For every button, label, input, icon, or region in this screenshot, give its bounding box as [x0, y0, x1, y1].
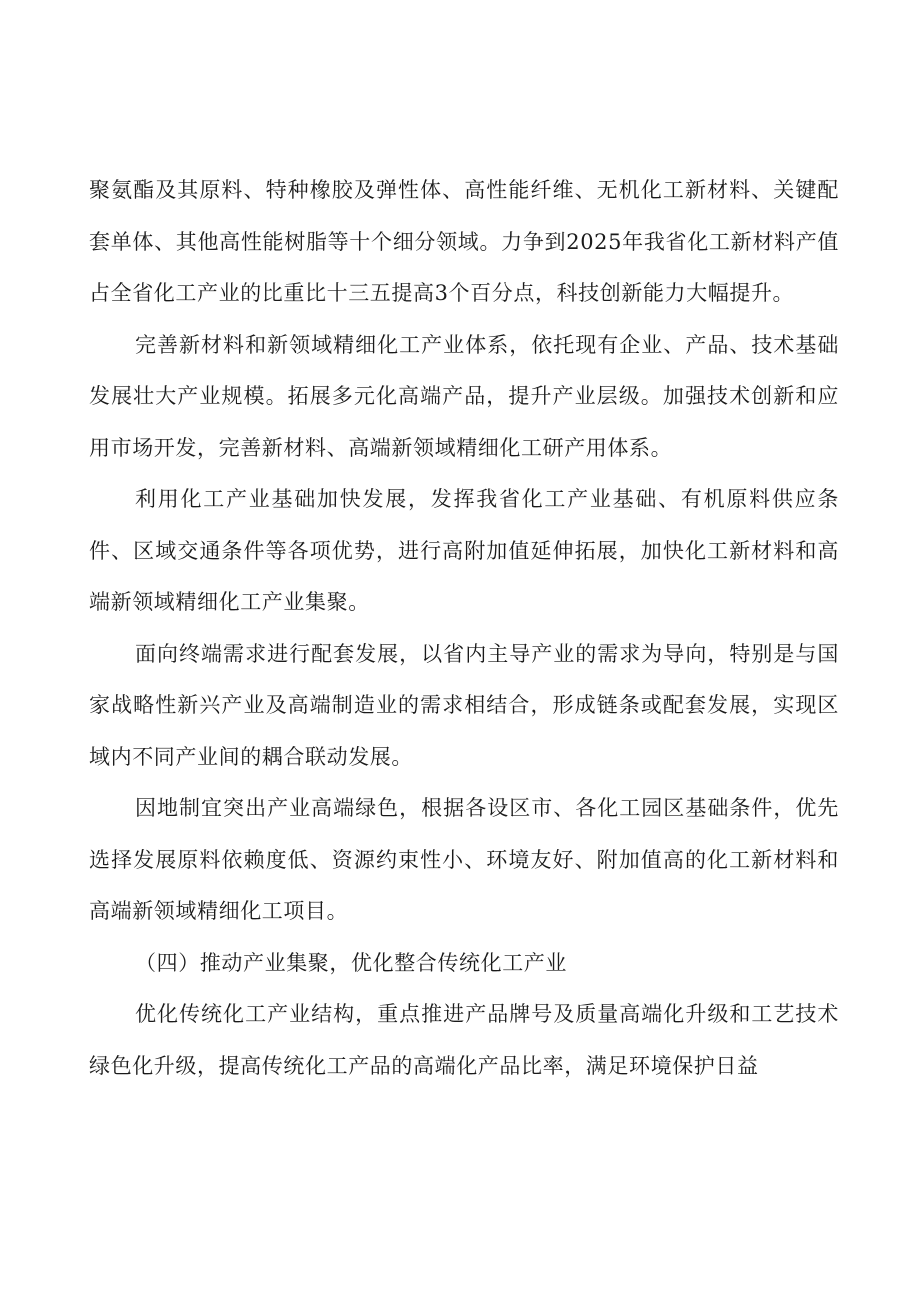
- paragraph: 完善新材料和新领域精细化工产业体系，依托现有企业、产品、技术基础发展壮大产业规模。拓展多元化高端产品，提升产业层级。加强技术创新和应用市场开发，完善新材料、高端新领域精细化工研产用体系。: [89, 332, 839, 460]
- paragraph: 利用化工产业基础加快发展，发挥我省化工产业基础、有机原料供应条件、区域交通条件等各项优势，进行高附加值延伸拓展，加快化工新材料和高端新领域精细化工产业集聚。: [89, 487, 839, 614]
- paragraph: 因地制宜突出产业高端绿色，根据各设区市、各化工园区基础条件，优先选择发展原料依赖度低、资源约束性小、环境友好、附加值高的化工新材料和高端新领域精细化工项目。: [89, 796, 839, 923]
- paragraph: 面向终端需求进行配套发展，以省内主导产业的需求为导向，特别是与国家战略性新兴产业及高端制造业的需求相结合，形成链条或配套发展，实现区域内不同产业间的耦合联动发展。: [89, 641, 839, 769]
- section-heading: （四）推动产业集聚，优化整合传统化工产业: [135, 950, 567, 975]
- document-body: [89, 165, 839, 1092]
- paragraph: 聚氨酯及其原料、特种橡胶及弹性体、高性能纤维、无机化工新材料、关键配套单体、其他高性能树脂等十个细分领域。力争到2025年我省化工新材料产值占全省化工产业的比重比十三五提高3个百分点，科技创新能力大幅提升。: [89, 178, 839, 305]
- paragraph: 优化传统化工产业结构，重点推进产品牌号及质量高端化升级和工艺技术绿色化升级，提高传统化工产品的高端化产品比率，满足环境保护日益: [89, 1002, 839, 1078]
